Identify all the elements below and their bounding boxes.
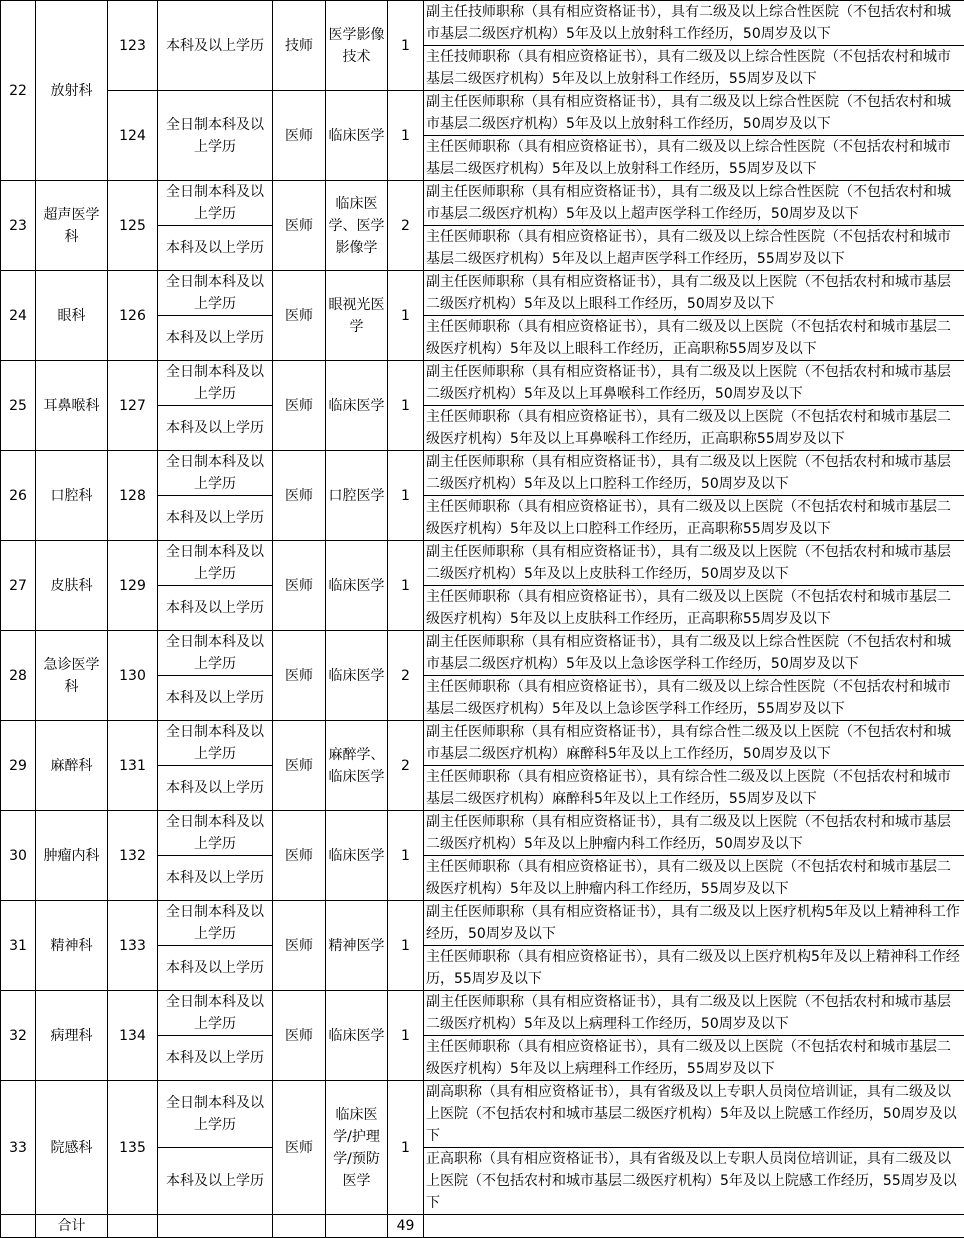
education-cell: 本科及以上学历	[158, 1036, 273, 1081]
headcount-cell: 1	[388, 1, 424, 91]
post-type-cell: 医师	[273, 991, 326, 1081]
post-type-cell: 医师	[273, 541, 326, 631]
requirement-cell: 副主任医师职称（具有相应资格证书），具有二级及以上医疗机构5年及以上精神科工作经历，50周岁及以下	[424, 901, 964, 946]
requirement-cell: 副主任技师职称（具有相应资格证书），具有二级及以上综合性医院（不包括农村和城市基层二级医疗机构）5年及以上放射科工作经历，50周岁及以下	[424, 1, 964, 46]
education-cell: 本科及以上学历	[158, 676, 273, 721]
major-cell: 临床医学	[326, 361, 388, 451]
post-code-cell: 130	[108, 631, 158, 721]
table-row	[1, 1, 964, 46]
education-cell: 本科及以上学历	[158, 766, 273, 811]
major-cell: 临床医学	[326, 631, 388, 721]
major-cell: 麻醉学、临床医学	[326, 721, 388, 811]
total-label: 合计	[36, 1215, 108, 1238]
education-cell: 全日制本科及以上学历	[158, 1081, 273, 1148]
department-cell: 病理科	[36, 991, 108, 1081]
requirement-cell: 主任医师职称（具有相应资格证书），具有二级及以上综合性医院（不包括农村和城市基层二级医疗机构）5年及以上急诊医学科工作经历，55周岁及以下	[424, 676, 964, 721]
empty-cell	[108, 1215, 158, 1238]
post-type-cell: 技师	[273, 1, 326, 91]
table-row	[1, 631, 964, 676]
department-cell: 放射科	[36, 1, 108, 181]
requirement-cell: 主任医师职称（具有相应资格证书），具有二级及以上医院（不包括农村和城市基层二级医疗机构）5年及以上病理科工作经历，55周岁及以下	[424, 1036, 964, 1081]
post-type-cell: 医师	[273, 361, 326, 451]
table-row	[1, 991, 964, 1036]
post-code-cell: 133	[108, 901, 158, 991]
table-row	[1, 1081, 964, 1148]
row-number: 30	[1, 811, 36, 901]
table-row	[1, 541, 964, 586]
requirement-cell: 主任医师职称（具有相应资格证书），具有二级及以上医院（不包括农村和城市基层二级医疗机构）5年及以上皮肤科工作经历，正高职称55周岁及以下	[424, 586, 964, 631]
requirement-cell: 主任技师职称（具有相应资格证书），具有二级及以上综合性医院（不包括农村和城市基层二级医疗机构）5年及以上放射科工作经历，55周岁及以下	[424, 46, 964, 91]
requirement-cell: 主任医师职称（具有相应资格证书），具有二级及以上医院（不包括农村和城市基层二级医疗机构）5年及以上口腔科工作经历，正高职称55周岁及以下	[424, 496, 964, 541]
department-cell: 急诊医学科	[36, 631, 108, 721]
headcount-cell: 2	[388, 181, 424, 271]
education-cell: 本科及以上学历	[158, 1148, 273, 1215]
requirement-cell: 主任医师职称（具有相应资格证书），具有二级及以上医院（不包括农村和城市基层二级医疗机构）5年及以上眼科工作经历，正高职称55周岁及以下	[424, 316, 964, 361]
table-row	[1, 451, 964, 496]
post-code-cell: 125	[108, 181, 158, 271]
row-number: 25	[1, 361, 36, 451]
requirement-cell: 主任医师职称（具有相应资格证书），具有二级及以上医疗机构5年及以上精神科工作经历，55周岁及以下	[424, 946, 964, 991]
major-cell: 临床医学、医学影像学	[326, 181, 388, 271]
headcount-cell: 1	[388, 991, 424, 1081]
requirement-cell: 副高职称（具有相应资格证书），具有省级及以上专职人员岗位培训证，具有二级及以上医院（不包括农村和城市基层二级医疗机构）5年及以上院感工作经历，50周岁及以下	[424, 1081, 964, 1148]
education-cell: 全日制本科及以上学历	[158, 721, 273, 766]
post-code-cell: 124	[108, 91, 158, 181]
education-cell: 全日制本科及以上学历	[158, 271, 273, 316]
education-cell: 全日制本科及以上学历	[158, 451, 273, 496]
requirement-cell: 副主任医师职称（具有相应资格证书），具有二级及以上综合性医院（不包括农村和城市基层二级医疗机构）5年及以上放射科工作经历，50周岁及以下	[424, 91, 964, 136]
requirement-cell: 副主任医师职称（具有相应资格证书），具有二级及以上综合性医院（不包括农村和城市基层二级医疗机构）5年及以上超声医学科工作经历，50周岁及以下	[424, 181, 964, 226]
education-cell: 全日制本科及以上学历	[158, 91, 273, 181]
major-cell: 临床医学/护理学/预防医学	[326, 1081, 388, 1215]
post-code-cell: 134	[108, 991, 158, 1081]
education-cell: 全日制本科及以上学历	[158, 361, 273, 406]
education-cell: 本科及以上学历	[158, 946, 273, 991]
department-cell: 麻醉科	[36, 721, 108, 811]
post-code-cell: 127	[108, 361, 158, 451]
headcount-cell: 1	[388, 1081, 424, 1215]
requirement-cell: 副主任医师职称（具有相应资格证书），具有二级及以上医院（不包括农村和城市基层二级医疗机构）5年及以上肿瘤内科工作经历，50周岁及以下	[424, 811, 964, 856]
post-type-cell: 医师	[273, 181, 326, 271]
requirement-cell: 主任医师职称（具有相应资格证书），具有二级及以上综合性医院（不包括农村和城市基层二级医疗机构）5年及以上超声医学科工作经历，55周岁及以下	[424, 226, 964, 271]
major-cell: 临床医学	[326, 541, 388, 631]
education-cell: 全日制本科及以上学历	[158, 181, 273, 226]
table-row	[1, 361, 964, 406]
post-code-cell: 135	[108, 1081, 158, 1215]
requirement-cell: 主任医师职称（具有相应资格证书），具有二级及以上医院（不包括农村和城市基层二级医疗机构）5年及以上耳鼻喉科工作经历，正高职称55周岁及以下	[424, 406, 964, 451]
department-cell: 眼科	[36, 271, 108, 361]
department-cell: 皮肤科	[36, 541, 108, 631]
table-row	[1, 91, 964, 136]
department-cell: 超声医学科	[36, 181, 108, 271]
department-cell: 精神科	[36, 901, 108, 991]
total-row	[1, 1215, 964, 1238]
row-number: 23	[1, 181, 36, 271]
post-code-cell: 123	[108, 1, 158, 91]
education-cell: 本科及以上学历	[158, 406, 273, 451]
table-row	[1, 271, 964, 316]
table-row	[1, 811, 964, 856]
education-cell: 全日制本科及以上学历	[158, 811, 273, 856]
department-cell: 口腔科	[36, 451, 108, 541]
row-number: 29	[1, 721, 36, 811]
row-number: 31	[1, 901, 36, 991]
education-cell: 全日制本科及以上学历	[158, 991, 273, 1036]
requirement-cell: 副主任医师职称（具有相应资格证书），具有二级及以上综合性医院（不包括农村和城市基层二级医疗机构）5年及以上急诊医学科工作经历，50周岁及以下	[424, 631, 964, 676]
education-cell: 本科及以上学历	[158, 856, 273, 901]
post-code-cell: 131	[108, 721, 158, 811]
education-cell: 全日制本科及以上学历	[158, 631, 273, 676]
row-number: 24	[1, 271, 36, 361]
requirement-cell: 副主任医师职称（具有相应资格证书），具有二级及以上医院（不包括农村和城市基层二级医疗机构）5年及以上口腔科工作经历，50周岁及以下	[424, 451, 964, 496]
education-cell: 本科及以上学历	[158, 1, 273, 91]
empty-cell	[1, 1215, 36, 1238]
row-number: 32	[1, 991, 36, 1081]
post-code-cell: 129	[108, 541, 158, 631]
post-code-cell: 132	[108, 811, 158, 901]
post-code-cell: 126	[108, 271, 158, 361]
education-cell: 本科及以上学历	[158, 586, 273, 631]
row-number: 27	[1, 541, 36, 631]
table-row	[1, 721, 964, 766]
department-cell: 耳鼻喉科	[36, 361, 108, 451]
headcount-cell: 2	[388, 721, 424, 811]
major-cell: 口腔医学	[326, 451, 388, 541]
empty-cell	[326, 1215, 388, 1238]
post-type-cell: 医师	[273, 1081, 326, 1215]
requirement-cell: 正高职称（具有相应资格证书），具有省级及以上专职人员岗位培训证，具有二级及以上医院（不包括农村和城市基层二级医疗机构）5年及以上院感工作经历，55周岁及以下	[424, 1148, 964, 1215]
requirement-cell: 副主任医师职称（具有相应资格证书），具有二级及以上医院（不包括农村和城市基层二级医疗机构）5年及以上眼科工作经历，50周岁及以下	[424, 271, 964, 316]
education-cell: 全日制本科及以上学历	[158, 901, 273, 946]
headcount-cell: 1	[388, 901, 424, 991]
education-cell: 本科及以上学历	[158, 496, 273, 541]
row-number: 28	[1, 631, 36, 721]
headcount-cell: 1	[388, 271, 424, 361]
post-type-cell: 医师	[273, 451, 326, 541]
post-type-cell: 医师	[273, 811, 326, 901]
major-cell: 临床医学	[326, 91, 388, 181]
headcount-cell: 1	[388, 91, 424, 181]
row-number: 26	[1, 451, 36, 541]
education-cell: 本科及以上学历	[158, 226, 273, 271]
row-number: 22	[1, 1, 36, 181]
headcount-cell: 2	[388, 631, 424, 721]
department-cell: 院感科	[36, 1081, 108, 1215]
post-type-cell: 医师	[273, 901, 326, 991]
headcount-cell: 1	[388, 361, 424, 451]
requirement-cell: 副主任医师职称（具有相应资格证书），具有二级及以上医院（不包括农村和城市基层二级医疗机构）5年及以上皮肤科工作经历，50周岁及以下	[424, 541, 964, 586]
empty-cell	[424, 1215, 964, 1238]
row-number: 33	[1, 1081, 36, 1215]
table-row	[1, 901, 964, 946]
headcount-cell: 1	[388, 541, 424, 631]
major-cell: 医学影像技术	[326, 1, 388, 91]
major-cell: 临床医学	[326, 991, 388, 1081]
post-type-cell: 医师	[273, 271, 326, 361]
post-code-cell: 128	[108, 451, 158, 541]
major-cell: 精神医学	[326, 901, 388, 991]
requirement-cell: 主任医师职称（具有相应资格证书），具有综合性二级及以上医院（不包括农村和城市基层二级医疗机构）麻醉科5年及以上工作经历，55周岁及以下	[424, 766, 964, 811]
major-cell: 临床医学	[326, 811, 388, 901]
post-type-cell: 医师	[273, 631, 326, 721]
post-type-cell: 医师	[273, 91, 326, 181]
post-type-cell: 医师	[273, 721, 326, 811]
education-cell: 本科及以上学历	[158, 316, 273, 361]
requirement-cell: 主任医师职称（具有相应资格证书），具有二级及以上医院（不包括农村和城市基层二级医疗机构）5年及以上肿瘤内科工作经历，55周岁及以下	[424, 856, 964, 901]
empty-cell	[273, 1215, 326, 1238]
requirement-cell: 副主任医师职称（具有相应资格证书），具有二级及以上医院（不包括农村和城市基层二级医疗机构）5年及以上耳鼻喉科工作经历，50周岁及以下	[424, 361, 964, 406]
education-cell: 全日制本科及以上学历	[158, 541, 273, 586]
requirement-cell: 主任医师职称（具有相应资格证书），具有二级及以上综合性医院（不包括农村和城市基层二级医疗机构）5年及以上放射科工作经历，55周岁及以下	[424, 136, 964, 181]
empty-cell	[158, 1215, 273, 1238]
major-cell: 眼视光医学	[326, 271, 388, 361]
headcount-cell: 1	[388, 451, 424, 541]
headcount-cell: 1	[388, 811, 424, 901]
table-row	[1, 181, 964, 226]
requirement-cell: 副主任医师职称（具有相应资格证书），具有综合性二级及以上医院（不包括农村和城市基层二级医疗机构）麻醉科5年及以上工作经历，50周岁及以下	[424, 721, 964, 766]
department-cell: 肿瘤内科	[36, 811, 108, 901]
requirement-cell: 副主任医师职称（具有相应资格证书），具有二级及以上医院（不包括农村和城市基层二级医疗机构）5年及以上病理科工作经历，50周岁及以下	[424, 991, 964, 1036]
total-count: 49	[388, 1215, 424, 1238]
